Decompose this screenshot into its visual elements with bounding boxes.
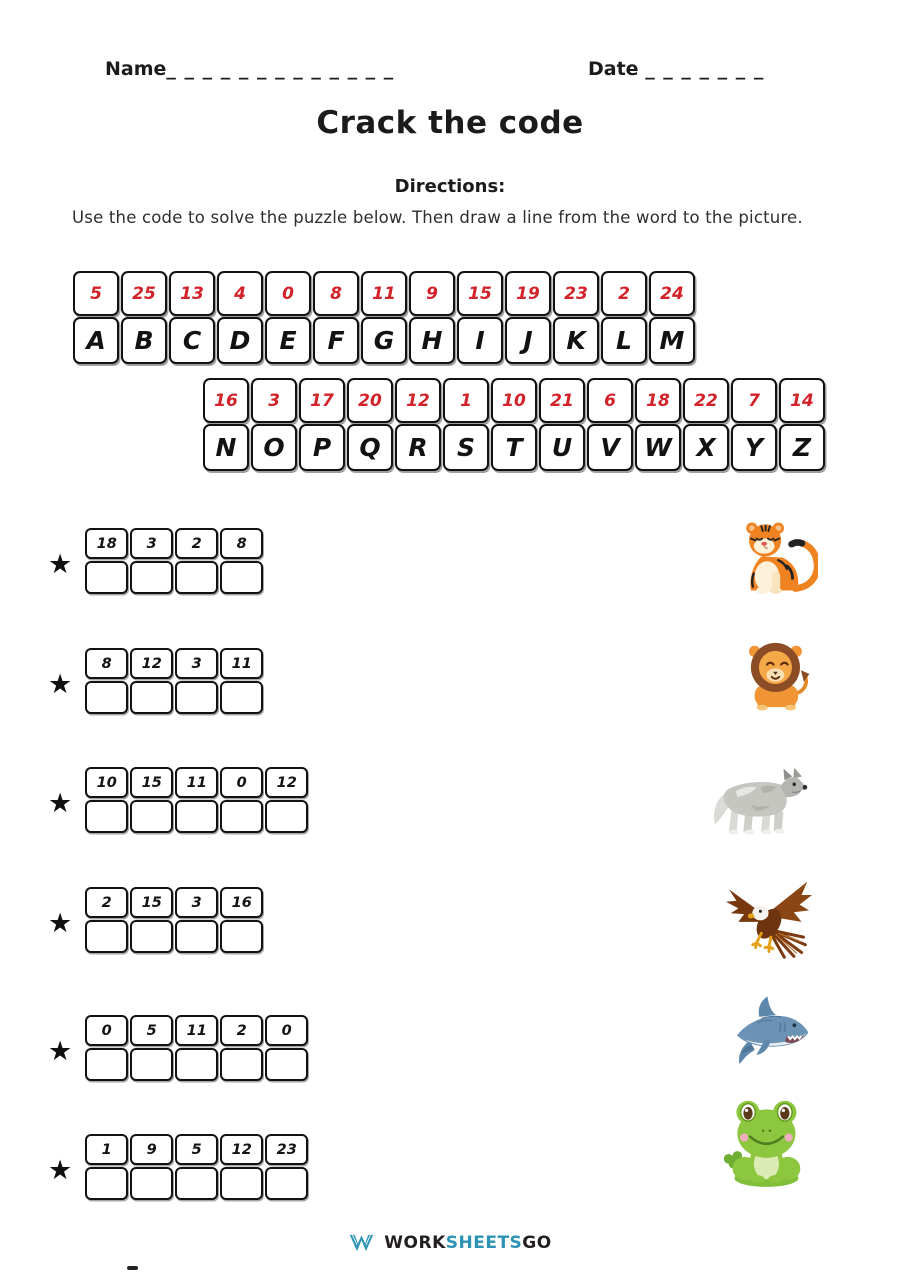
code-number-box: 18 (85, 528, 128, 559)
answer-box[interactable] (220, 681, 263, 714)
key-letter-cell: B (121, 317, 167, 364)
key-letter-cell: P (299, 424, 345, 471)
key-letters-row (73, 317, 695, 364)
key-number-cell: 24 (649, 271, 695, 316)
key-number-cell: 6 (587, 378, 633, 423)
code-number-box: 12 (130, 648, 173, 679)
star-icon: ★ (48, 1035, 73, 1067)
puzzle-row (48, 1015, 308, 1081)
star-icon: ★ (48, 548, 73, 580)
answer-box[interactable] (130, 920, 173, 953)
key-letter-cell: C (169, 317, 215, 364)
code-number-box: 11 (175, 1015, 218, 1046)
answer-box[interactable] (130, 1048, 173, 1081)
code-number-box: 0 (85, 1015, 128, 1046)
key-number-cell: 3 (251, 378, 297, 423)
answer-box[interactable] (85, 1167, 128, 1200)
puzzle-boxes (85, 528, 263, 594)
code-number-box: 5 (175, 1134, 218, 1165)
key-letter-cell: J (505, 317, 551, 364)
key-number-cell: 7 (731, 378, 777, 423)
key-letter-cell: M (649, 317, 695, 364)
key-number-cell: 16 (203, 378, 249, 423)
key-letter-cell: E (265, 317, 311, 364)
key-letter-cell: O (251, 424, 297, 471)
answer-box[interactable] (175, 1167, 218, 1200)
key-numbers-row (73, 271, 695, 316)
key-number-cell: 1 (443, 378, 489, 423)
key-number-cell: 12 (395, 378, 441, 423)
key-letter-cell: H (409, 317, 455, 364)
puzzle-row (48, 1134, 308, 1200)
answer-box[interactable] (85, 681, 128, 714)
frog-image[interactable] (718, 1086, 810, 1190)
code-number-box: 0 (220, 767, 263, 798)
brand-work: WORK (384, 1233, 446, 1253)
key-letter-cell: D (217, 317, 263, 364)
tiger-image[interactable] (733, 514, 818, 599)
key-number-cell: 14 (779, 378, 825, 423)
key-letter-cell: Z (779, 424, 825, 471)
key-letter-cell: W (635, 424, 681, 471)
answer-box[interactable] (85, 1048, 128, 1081)
key-number-cell: 10 (491, 378, 537, 423)
puzzle-boxes (85, 887, 263, 953)
key-letter-cell: V (587, 424, 633, 471)
key-number-cell: 18 (635, 378, 681, 423)
answer-box[interactable] (85, 920, 128, 953)
code-number-box: 2 (85, 887, 128, 918)
brand-sheets: SHEETS (445, 1233, 523, 1253)
answer-box[interactable] (130, 561, 173, 594)
key-letter-cell: U (539, 424, 585, 471)
code-number-box: 3 (175, 648, 218, 679)
key-letter-cell: X (683, 424, 729, 471)
code-number-box: 11 (175, 767, 218, 798)
key-number-cell: 21 (539, 378, 585, 423)
puzzle-boxes (85, 648, 263, 714)
star-icon: ★ (48, 1154, 73, 1186)
code-number-box: 16 (220, 887, 263, 918)
key-letters-row (203, 424, 825, 471)
worksheetsgo-logo-icon (348, 1233, 375, 1253)
code-number-box: 23 (265, 1134, 308, 1165)
key-letter-cell: Y (731, 424, 777, 471)
answer-box[interactable] (130, 1167, 173, 1200)
key-number-cell: 2 (601, 271, 647, 316)
answer-box[interactable] (265, 1048, 308, 1081)
code-key-table-n-z (203, 378, 825, 471)
key-number-cell: 13 (169, 271, 215, 316)
answer-box[interactable] (220, 800, 263, 833)
answer-box[interactable] (85, 561, 128, 594)
key-number-cell: 20 (347, 378, 393, 423)
footer-brand (0, 1233, 900, 1253)
key-number-cell: 4 (217, 271, 263, 316)
answer-box[interactable] (220, 1048, 263, 1081)
code-number-box: 5 (130, 1015, 173, 1046)
date-blank-line[interactable]: _ _ _ _ _ _ _ (645, 58, 765, 80)
code-number-box: 0 (265, 1015, 308, 1046)
code-number-box: 9 (130, 1134, 173, 1165)
answer-box[interactable] (175, 561, 218, 594)
code-number-box: 3 (175, 887, 218, 918)
star-icon: ★ (48, 787, 73, 819)
key-letter-cell: A (73, 317, 119, 364)
shark-image[interactable] (724, 986, 812, 1070)
code-number-box: 2 (220, 1015, 263, 1046)
answer-box[interactable] (130, 800, 173, 833)
lion-image[interactable] (732, 634, 817, 716)
key-number-cell: 19 (505, 271, 551, 316)
key-letter-cell: T (491, 424, 537, 471)
code-number-box: 15 (130, 887, 173, 918)
key-number-cell: 9 (409, 271, 455, 316)
answer-box[interactable] (85, 800, 128, 833)
puzzle-boxes (85, 767, 308, 833)
key-letter-cell: I (457, 317, 503, 364)
answer-box[interactable] (265, 800, 308, 833)
page-title: Crack the code (316, 105, 584, 141)
answer-box[interactable] (175, 800, 218, 833)
name-label: Name (105, 58, 167, 80)
key-number-cell: 23 (553, 271, 599, 316)
brand-text (384, 1233, 551, 1253)
code-key-table-a-m (73, 271, 695, 364)
key-letter-cell: K (553, 317, 599, 364)
answer-box[interactable] (220, 920, 263, 953)
key-letter-cell: F (313, 317, 359, 364)
answer-box[interactable] (265, 1167, 308, 1200)
page-artifact-mark (127, 1266, 138, 1270)
answer-box[interactable] (220, 1167, 263, 1200)
key-numbers-row (203, 378, 825, 423)
date-line (588, 58, 764, 80)
code-number-box: 15 (130, 767, 173, 798)
puzzle-row (48, 648, 263, 714)
name-blank-line[interactable]: _ _ _ _ _ _ _ _ _ _ _ _ _ (166, 58, 395, 80)
directions-body: Use the code to solve the puzzle below. Then draw a line from the word to the picture. (72, 208, 803, 227)
code-number-box: 1 (85, 1134, 128, 1165)
key-number-cell: 15 (457, 271, 503, 316)
answer-box[interactable] (175, 681, 218, 714)
code-number-box: 3 (130, 528, 173, 559)
key-number-cell: 0 (265, 271, 311, 316)
answer-box[interactable] (175, 1048, 218, 1081)
key-letter-cell: S (443, 424, 489, 471)
key-letter-cell: G (361, 317, 407, 364)
key-number-cell: 5 (73, 271, 119, 316)
star-icon: ★ (48, 668, 73, 700)
key-number-cell: 22 (683, 378, 729, 423)
puzzle-row (48, 767, 308, 833)
puzzle-boxes (85, 1134, 308, 1200)
key-number-cell: 25 (121, 271, 167, 316)
key-letter-cell: L (601, 317, 647, 364)
wolf-image[interactable] (706, 754, 814, 842)
star-icon: ★ (48, 907, 73, 939)
answer-box[interactable] (130, 681, 173, 714)
code-number-box: 8 (85, 648, 128, 679)
code-number-box: 8 (220, 528, 263, 559)
puzzle-row (48, 887, 263, 953)
eagle-image[interactable] (720, 874, 818, 962)
key-number-cell: 17 (299, 378, 345, 423)
name-line (105, 58, 394, 80)
key-number-cell: 11 (361, 271, 407, 316)
puzzle-row (48, 528, 263, 594)
key-number-cell: 8 (313, 271, 359, 316)
puzzle-boxes (85, 1015, 308, 1081)
key-letter-cell: N (203, 424, 249, 471)
answer-box[interactable] (220, 561, 263, 594)
code-number-box: 12 (220, 1134, 263, 1165)
answer-box[interactable] (175, 920, 218, 953)
code-number-box: 2 (175, 528, 218, 559)
code-number-box: 11 (220, 648, 263, 679)
directions-heading: Directions: (394, 176, 506, 197)
brand-go: GO (522, 1233, 552, 1253)
code-number-box: 12 (265, 767, 308, 798)
key-letter-cell: R (395, 424, 441, 471)
code-number-box: 10 (85, 767, 128, 798)
date-label: Date (588, 58, 646, 80)
key-letter-cell: Q (347, 424, 393, 471)
